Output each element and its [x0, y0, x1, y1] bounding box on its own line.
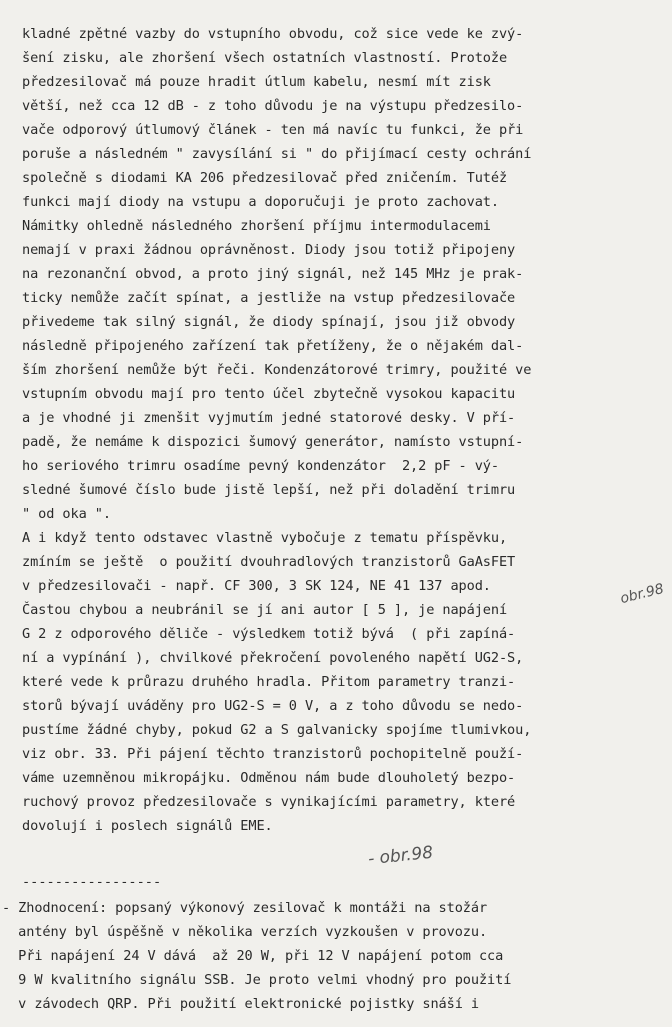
- text-line: které vede k průrazu druhého hradla. Přitom parametry tranzi-: [22, 674, 516, 690]
- text-line: padě, že nemáme k dispozici šumový generátor, namísto vstupní-: [22, 434, 524, 450]
- text-line: na rezonanční obvod, a proto jiný signál, než 145 MHz je prak-: [22, 266, 524, 282]
- text-line: 9 W kvalitního signálu SSB. Je proto velmi vhodný pro použití: [2, 972, 512, 988]
- handwritten-annotation: - obr.98: [367, 842, 435, 870]
- text-line: zmíním se ještě o použití dvouhradlových tranzistorů GaAsFET: [22, 554, 516, 570]
- text-line: šení zisku, ale zhoršení všech ostatních vlastností. Protože: [22, 50, 508, 66]
- text-line: poruše a následném " zavysílání si " do přijímací cesty ochrání: [22, 146, 532, 162]
- text-line: ho seriového trimru osadíme pevný kondenzátor 2,2 pF - vý-: [22, 458, 499, 474]
- text-line: G 2 z odporového děliče - výsledkem totiž bývá ( při zapíná-: [22, 626, 516, 642]
- text-line: Při napájení 24 V dává až 20 W, při 12 V napájení potom cca: [2, 948, 504, 964]
- text-line: dovolují i poslech signálů EME.: [22, 818, 273, 834]
- text-line: ším zhoršení nemůže být řeči. Kondenzátorové trimry, použité ve: [22, 362, 532, 378]
- text-line: větší, než cca 12 dB - z toho důvodu je na výstupu předzesilo-: [22, 98, 524, 114]
- text-line: společně s diodami KA 206 předzesilovač před zničením. Tutéž: [22, 170, 508, 186]
- text-line: nemají v praxi žádnou oprávněnost. Diody jsou totiž připojeny: [22, 242, 516, 258]
- text-line: přivedeme tak silný signál, že diody spínají, jsou již obvody: [22, 314, 516, 330]
- text-line: v závodech QRP. Při použití elektronické pojistky snáší i: [2, 996, 479, 1012]
- text-line: pustíme žádné chyby, pokud G2 a S galvanicky spojíme tlumivkou,: [22, 722, 532, 738]
- text-line: a je vhodné ji zmenšit vyjmutím jedné statorové desky. V pří-: [22, 410, 516, 426]
- text-line: Častou chybou a neubránil se jí ani autor [ 5 ], je napájení: [22, 602, 508, 618]
- text-line: A i když tento odstavec vlastně vybočuje z tematu příspěvku,: [22, 530, 508, 546]
- text-line: antény byl úspěšně v několika verzích vyzkoušen v provozu.: [2, 924, 488, 940]
- text-line: vače odporový útlumový článek - ten má navíc tu funkci, že při: [22, 122, 524, 138]
- text-line: ní a vypínání ), chvilkové překročení povoleného napětí UG2-S,: [22, 650, 524, 666]
- text-line: předzesilovač má pouze hradit útlum kabelu, nesmí mít zisk: [22, 74, 491, 90]
- text-line: v předzesilovači - např. CF 300, 3 SK 124, NE 41 137 apod.: [22, 578, 491, 594]
- text-line: ticky nemůže začít spínat, a jestliže na vstup předzesilovače: [22, 290, 516, 306]
- text-line: viz obr. 33. Při pájení těchto tranzistorů pochopitelně použí-: [22, 746, 524, 762]
- text-line: ruchový provoz předzesilovače s vynikajícími parametry, které: [22, 794, 516, 810]
- text-line: váme uzemněnou mikropájku. Odměnou nám bude dlouholetý bezpo-: [22, 770, 516, 786]
- text-line: - Zhodnocení: popsaný výkonový zesilovač k montáži na stožár: [2, 900, 488, 916]
- text-line: sledné šumové číslo bude jistě lepší, než při doladění trimru: [22, 482, 516, 498]
- text-line: vstupním obvodu mají pro tento účel zbytečně vysokou kapacitu: [22, 386, 516, 402]
- section-divider: -----------------: [22, 874, 162, 890]
- text-line: " od oka ".: [22, 506, 111, 522]
- text-line: storů bývají uváděny pro UG2-S = 0 V, a z toho důvodu se nedo-: [22, 698, 524, 714]
- text-line: kladné zpětné vazby do vstupního obvodu, což sice vede ke zvý-: [22, 26, 524, 42]
- handwritten-annotation: obr.98: [618, 580, 666, 608]
- text-line: Námitky ohledně následného zhoršení příjmu intermodulacemi: [22, 218, 491, 234]
- text-line: následně připojeného zařízení tak přetíženy, že o nějakém dal-: [22, 338, 524, 354]
- text-line: funkci mají diody na vstupu a doporučuji je proto zachovat.: [22, 194, 499, 210]
